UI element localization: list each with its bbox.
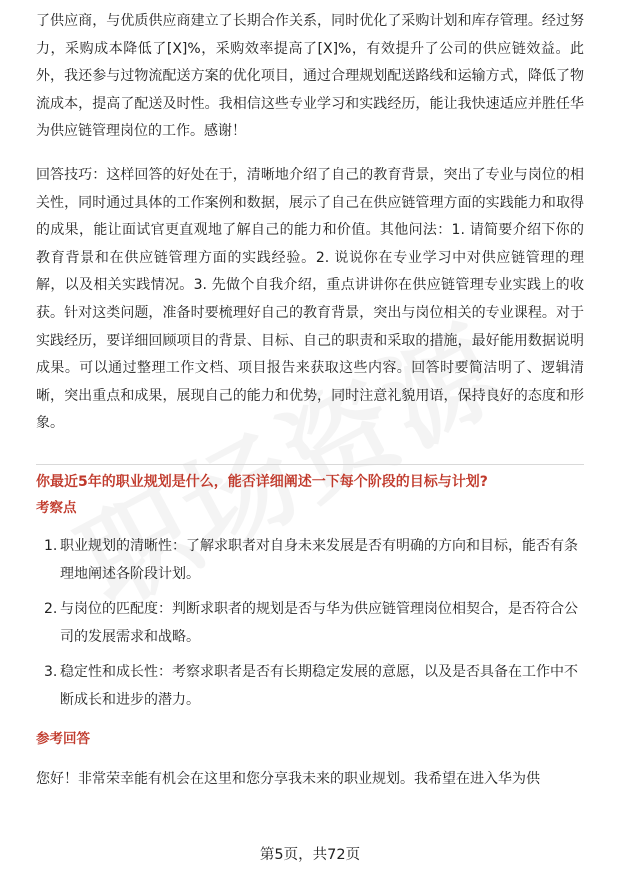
list-item — [36, 533, 584, 588]
list-item — [36, 659, 584, 714]
list-item-number: 3. — [44, 664, 58, 681]
list-item-text: 职业规划的清晰性：了解求职者对自身未来发展是否有明确的方向和目标，能否有条理地阐述各阶段计划。 — [60, 537, 578, 582]
list-item-text: 与岗位的匹配度：判断求职者的规划是否与华为供应链管理岗位相契合，是否符合公司的发展需求和战略。 — [60, 601, 578, 645]
answer-paragraph: 您好！非常荣幸能有机会在这里和您分享我未来的职业规划。我希望在进入华为供 — [36, 771, 540, 788]
list-item-number: 1. — [44, 537, 58, 554]
answer-tips-paragraph: 回答技巧：这样回答的好处在于，清晰地介绍了自己的教育背景，突出了专业与岗位的相关性，同时通过具体的工作案例和数据，展示了自己在供应链管理方面的实践能力和取得的成果，能让面试官更直观地了解自己的能力和价值。其他问法：1. 请简要介绍下你的教育背景和在供应链管理方面的实践经验。2. 说说你在专业学习中对供应链管理的理解，以及相关实践情况。3. 先做个自我介绍，重点讲讲你在供应链管理专业实践上的收获。针对这类问题，准备时要梳理好自己的教育背景，突出与岗位相关的专业课程。对于实践经历，要详细回顾项目的背景、目标、自己的职责和采取的措施，最好能用数据说明成果。可以通过整理工作文档、项目报告来获取这些内容。回答时要简洁明了、逻辑清晰，突出重点和成果，展现自己的能力和优势，同时注意礼貌用语，保持良好的态度和形象。 — [36, 166, 584, 432]
page-footer: 第5页，共72页 — [259, 847, 361, 863]
reference-answer-heading: 参考回答 — [36, 731, 90, 748]
exam-points-list — [36, 533, 584, 715]
list-item — [36, 596, 584, 651]
intro-paragraph: 了供应商，与优质供应商建立了长期合作关系，同时优化了采购计划和库存管理。经过努力，采购成本降低了[X]%，采购效率提高了[X]%，有效提升了公司的供应链效益。此外，我还参与过物流配送方案的优化项目，通过合理规划配送路线和运输方式，降低了物流成本，提高了配送及时性。我相信这些专业学习和实践经历，能让我快速适应并胜任华为供应链管理岗位的工作。感谢！ — [36, 13, 584, 140]
question-title: 你最近5年的职业规划是什么，能否详细阐述一下每个阶段的目标与计划? — [36, 473, 488, 490]
list-item-number: 2. — [44, 601, 58, 618]
list-item-text: 稳定性和成长性：考察求职者是否有长期稳定发展的意愿，以及是否具备在工作中不断成长和进步的潜力。 — [60, 664, 578, 708]
document-page — [36, 0, 584, 794]
exam-points-heading: 考察点 — [36, 499, 77, 516]
